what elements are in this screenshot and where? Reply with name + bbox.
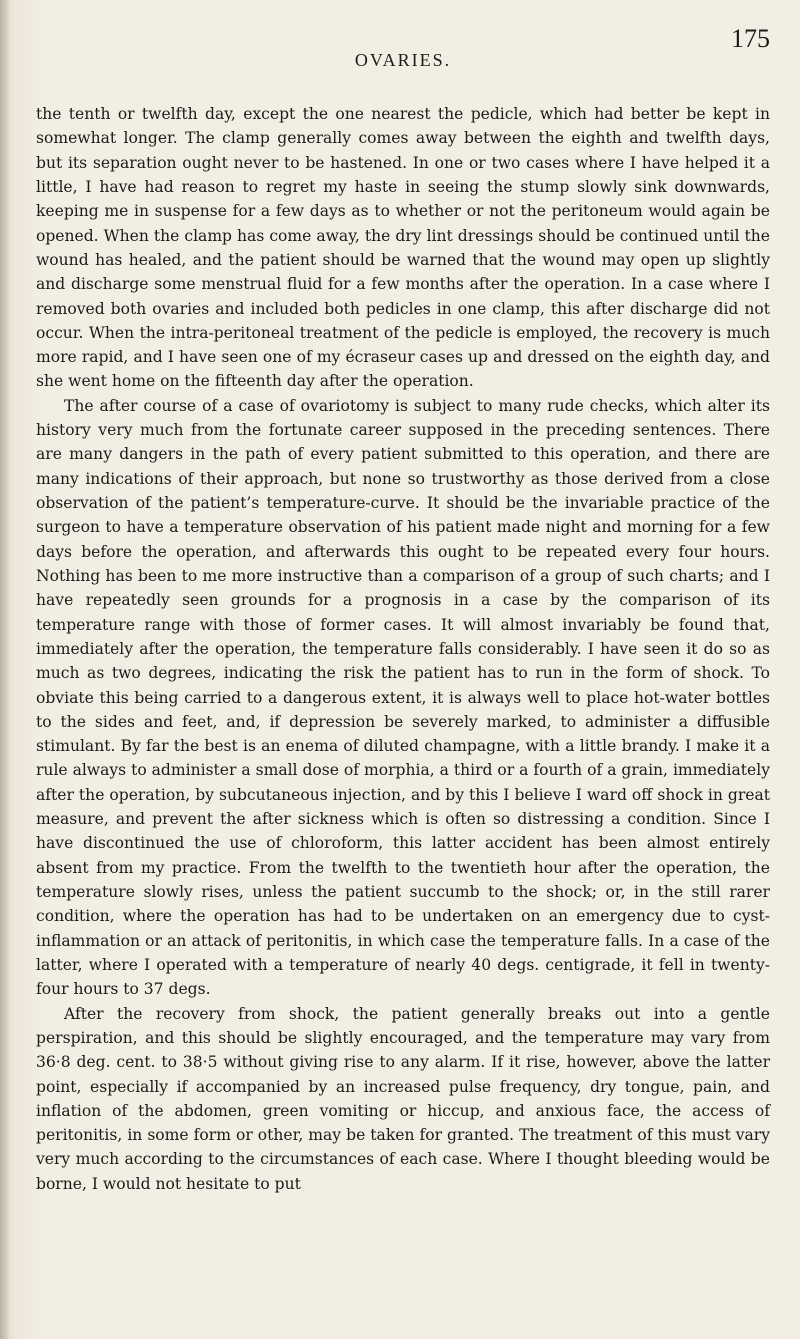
paragraph-after-course: The after course of a case of ovariotomy is subject to many rude checks, which alter its history very much from the fortunate career supposed in the preceding sentences. There are many dangers in the path of every patient submitted to this operation, and there are many indications of their approach, but none so trustworthy as those derived from a close observation of the patient’s temperature-curve. It should be the invariable practice of the surgeon to have a temperature observation of his patient made night and morning for a few days before the operation, and afterwards this ought to be repeated every four hours. Nothing has been to me more instructive than a comparison of a group of such charts; and I have repeatedly seen grounds for a prognosis in a case by the comparison of its temperature range with those of former cases. It will almost invariably be found that, immediately after the operation, the temperature falls considerably. I have seen it do so as much as two degrees, indicating the risk the patient has to run in the form of shock. To obviate this being carried to a dangerous extent, it is always well to place hot-water bottles to the sides and feet, and, if depression be severely marked, to administer a diffusible stimulant. By far the best is an enema of diluted champagne, with a little brandy. I make it a rule always to administer a small dose of morphia, a third or a fourth of a grain, immediately after the operation, by subcutaneous injection, and by this I believe I ward off shock in great measure, and prevent the after sickness which is often so distressing a condition. Since I have discontinued the use of chloroform, this latter accident has been almost entirely absent from my practice. From the twelfth to the twentieth hour after the operation, the temperature slowly rises, unless the patient succumb to the shock; or, in the still rarer condition, where the operation has had to be undertaken on an emergency due to cyst-inflammation or an attack of peritonitis, in which case the temperature falls. In a case of the latter, where I operated with a temperature of nearly 40 degs. centigrade, it fell in twenty-four hours to 37 degs. — [36, 396, 770, 999]
paragraph-continuation: the tenth or twelfth day, except the one nearest the pedicle, which had better be kept in somewhat longer. The clamp generally comes away between the eighth and twelfth days, but its separation ought never to be hastened. In one or two cases where I have helped it a little, I have had reason to regret my haste in seeing the stump slowly sink downwards, keeping me in suspense for a few days as to whether or not the peritoneum would again be opened. When the clamp has come away, the dry lint dressings should be continued until the wound has healed, and the patient should be warned that the wound may open up slightly and discharge some menstrual fluid for a few months after the operation. In a case where I removed both ovaries and included both pedicles in one clamp, this after discharge did not occur. When the intra-peritoneal treatment of the pedicle is employed, the recovery is much more rapid, and I have seen one of my écraseur cases up and dressed on the eighth day, and she went home on the fifteenth day after the operation. — [36, 105, 770, 391]
binding-edge — [0, 0, 9, 1339]
page-number: 175 — [731, 24, 770, 53]
running-head: OVARIES. — [354, 50, 452, 70]
body-text — [36, 102, 770, 1196]
page-header — [36, 20, 770, 70]
paragraph-recovery: After the recovery from shock, the patient generally breaks out into a gentle perspiration, and this should be slightly encouraged, and the temperature may vary from 36·8 deg. cent. to 38·5 without giving rise to any alarm. If it rise, however, above the latter point, especially if accompanied by an increased pulse frequency, dry tongue, pain, and inflation of the abdomen, green vomiting or hiccup, and anxious face, the access of peritonitis, in some form or other, may be taken for granted. The treatment of this must vary very much according to the circumstances of each case. Where I thought bleeding would be borne, I would not hesitate to put — [36, 1004, 770, 1193]
